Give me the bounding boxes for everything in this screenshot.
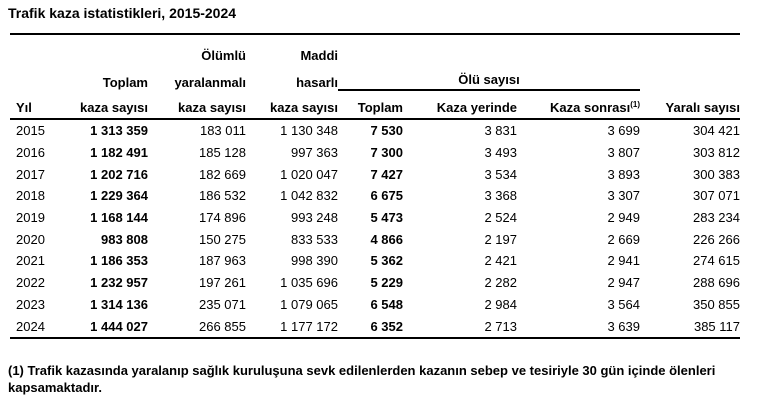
table-cell: 998 390 xyxy=(291,253,338,269)
table-cell: 187 963 xyxy=(199,253,246,269)
table-cell: 2 949 xyxy=(607,210,640,226)
table-cell: 1 229 364 xyxy=(90,188,148,204)
table-row xyxy=(10,228,740,250)
table-cell: 182 669 xyxy=(199,166,246,182)
table-cell: 186 532 xyxy=(199,188,246,204)
table-cell: 4 866 xyxy=(370,231,403,247)
table-cell: 2017 xyxy=(16,166,45,182)
table-cell: 304 421 xyxy=(693,123,740,139)
footnote: (1) Trafik kazasında yaralanıp sağlık kuruluşuna sevk edilenlerden kazanın sebep ve tesiriyle 30 gün içinde ölenleri kapsamaktadır. xyxy=(8,363,716,395)
table-cell: 6 675 xyxy=(370,188,403,204)
table-cell: 2 669 xyxy=(607,231,640,247)
table-cell: 1 186 353 xyxy=(90,253,148,269)
table-cell: 1 232 957 xyxy=(90,275,148,291)
table-cell: 997 363 xyxy=(291,145,338,161)
table-cell: 2018 xyxy=(16,188,45,204)
table-cell: 2021 xyxy=(16,253,45,269)
header-maddi-line2: hasarlı xyxy=(296,75,338,90)
table-cell: 6 548 xyxy=(370,296,403,312)
table-cell: 350 855 xyxy=(693,296,740,312)
table-cell: 226 266 xyxy=(693,231,740,247)
table-cell: 3 831 xyxy=(484,123,517,139)
table-cell: 7 530 xyxy=(370,123,403,139)
table-cell: 288 696 xyxy=(693,275,740,291)
table-cell: 2 524 xyxy=(484,210,517,226)
table-row xyxy=(10,207,740,229)
table-cell: 2 421 xyxy=(484,253,517,269)
table-cell: 150 275 xyxy=(199,231,246,247)
table-cell: 5 362 xyxy=(370,253,403,269)
footnote-marker: (1) xyxy=(630,100,640,109)
table-cell: 385 117 xyxy=(640,315,740,338)
table-cell: 1 444 027 xyxy=(54,315,148,338)
table-cell: 235 071 xyxy=(199,296,246,312)
table-cell: 307 071 xyxy=(693,188,740,204)
header-maddi-line3: kaza sayısı xyxy=(246,90,338,119)
table-cell: 1 020 047 xyxy=(280,166,338,182)
table-cell: 300 383 xyxy=(693,166,740,182)
table-cell: 1 314 136 xyxy=(90,296,148,312)
table-cell: 2019 xyxy=(16,210,45,226)
table-cell: 3 639 xyxy=(517,315,640,338)
table-cell: 2 984 xyxy=(484,296,517,312)
table-cell: 2024 xyxy=(10,315,54,338)
table-cell: 1 168 144 xyxy=(90,210,148,226)
table-cell: 2015 xyxy=(16,123,45,139)
table-cell: 2022 xyxy=(16,275,45,291)
table-cell: 7 427 xyxy=(370,166,403,182)
table-cell: 2016 xyxy=(16,145,45,161)
table-row xyxy=(10,272,740,294)
table-cell: 5 229 xyxy=(370,275,403,291)
table-row xyxy=(10,250,740,272)
header-olu-toplam: Toplam xyxy=(338,90,403,119)
table-cell: 3 368 xyxy=(484,188,517,204)
table-cell: 1 079 065 xyxy=(280,296,338,312)
table-cell: 1 035 696 xyxy=(280,275,338,291)
table-cell: 3 807 xyxy=(607,145,640,161)
table-cell: 274 615 xyxy=(693,253,740,269)
table-cell: 3 699 xyxy=(607,123,640,139)
table-cell: 283 234 xyxy=(693,210,740,226)
header-yil: Yıl xyxy=(10,90,54,119)
header-maddi-line1: Maddi xyxy=(300,48,338,63)
table-row xyxy=(10,315,740,338)
header-kaza-yerinde: Kaza yerinde xyxy=(403,90,517,119)
header-olumlu-line2: yaralanmalı xyxy=(174,75,246,90)
table-row xyxy=(10,163,740,185)
header-yarali: Yaralı sayısı xyxy=(640,90,740,119)
table-cell: 1 182 491 xyxy=(90,145,148,161)
table-cell: 2023 xyxy=(16,296,45,312)
table-cell: 174 896 xyxy=(199,210,246,226)
header-kaza-sonrasi: Kaza sonrası$^{(1)}$ xyxy=(517,90,640,119)
table-cell: 2020 xyxy=(16,231,45,247)
table-cell: 185 128 xyxy=(199,145,246,161)
table-row xyxy=(10,294,740,316)
table-cell: 5 473 xyxy=(370,210,403,226)
table-cell: 1 042 832 xyxy=(280,188,338,204)
header-toplam-kaza-line2: kaza sayısı xyxy=(54,90,148,119)
table-cell: 983 808 xyxy=(101,231,148,247)
table-cell: 2 282 xyxy=(484,275,517,291)
table-cell: 266 855 xyxy=(148,315,246,338)
table-row xyxy=(10,142,740,164)
table-cell: 2 947 xyxy=(607,275,640,291)
header-olumlu-line3: kaza sayısı xyxy=(148,90,246,119)
table-cell: 2 941 xyxy=(607,253,640,269)
table-cell: 7 300 xyxy=(370,145,403,161)
accident-statistics-table xyxy=(10,33,740,339)
table-cell: 197 261 xyxy=(199,275,246,291)
table-cell: 303 812 xyxy=(693,145,740,161)
table-cell: 2 197 xyxy=(484,231,517,247)
table-row xyxy=(10,185,740,207)
table-row xyxy=(10,119,740,142)
table-cell: 3 493 xyxy=(484,145,517,161)
table-cell: 993 248 xyxy=(291,210,338,226)
table-title: Trafik kaza istatistikleri, 2015-2024 xyxy=(8,5,237,21)
table-cell: 1 202 716 xyxy=(90,166,148,182)
table-cell: 1 130 348 xyxy=(280,123,338,139)
table-cell: 3 307 xyxy=(607,188,640,204)
table-cell: 3 564 xyxy=(607,296,640,312)
table-cell: 1 313 359 xyxy=(90,123,148,139)
table-cell: 3 893 xyxy=(607,166,640,182)
table-cell: 3 534 xyxy=(484,166,517,182)
header-toplam-kaza-line1: Toplam xyxy=(102,75,148,90)
table-cell: 833 533 xyxy=(291,231,338,247)
table-cell: 6 352 xyxy=(338,315,403,338)
table-cell: 183 011 xyxy=(199,123,246,139)
header-olu-sayisi: Ölü sayısı xyxy=(338,63,640,90)
table-cell: 2 713 xyxy=(403,315,517,338)
header-olumlu-line1: Ölümlü xyxy=(201,48,246,63)
table-cell: 1 177 172 xyxy=(246,315,338,338)
